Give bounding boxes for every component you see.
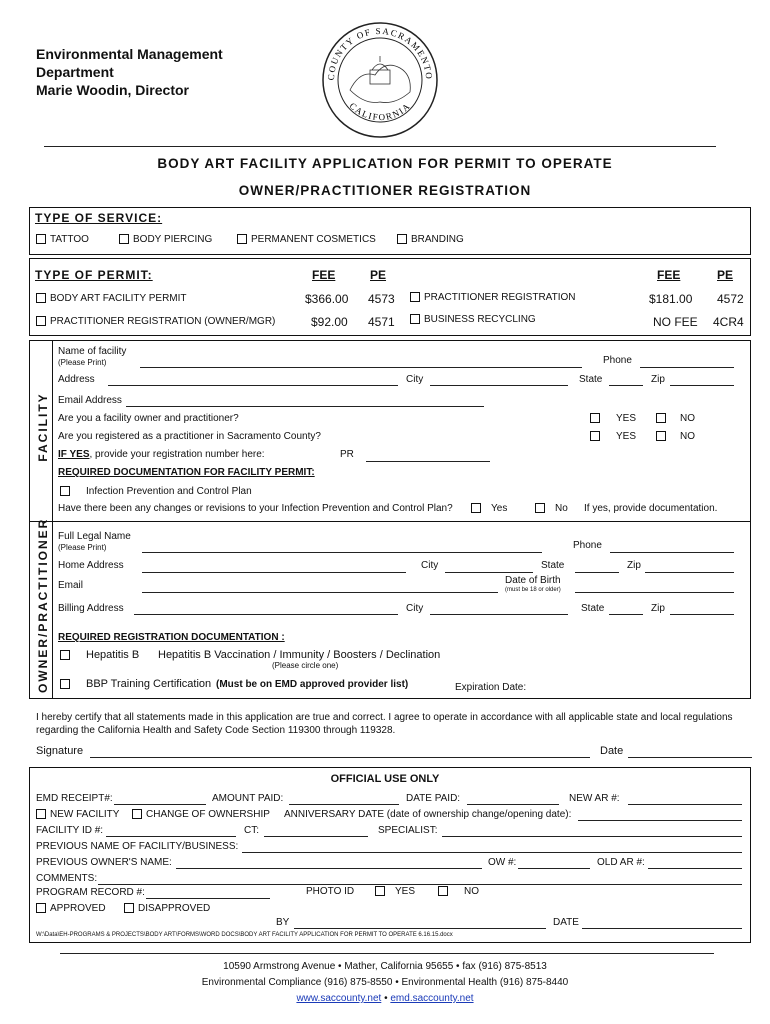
fee-header: FEE [312, 268, 336, 282]
permit-practitioner-owner[interactable] [36, 316, 275, 327]
home-address-label: Home Address [58, 560, 124, 571]
ct-label: CT: [244, 825, 259, 836]
home-zip-field[interactable] [645, 572, 734, 573]
registration-number-field[interactable] [366, 461, 490, 462]
billing-address-field[interactable] [134, 614, 398, 615]
official-use-heading: OFFICIAL USE ONLY [330, 773, 440, 785]
owner-section [29, 517, 751, 699]
checkbox-icon[interactable] [36, 234, 46, 244]
previous-name-field[interactable] [242, 852, 742, 853]
facility-required-docs: REQUIRED DOCUMENTATION FOR FACILITY PERMIT: [58, 467, 315, 478]
registered-question: Are you registered as a practitioner in Sacramento County? [58, 431, 321, 442]
checkbox-icon[interactable] [410, 292, 420, 302]
no-label: No [555, 503, 568, 514]
signature-label: Signature [36, 745, 84, 757]
change-ownership-label: CHANGE OF OWNERSHIP [146, 809, 270, 820]
permit-pe: 4573 [368, 292, 395, 306]
amount-paid-field[interactable] [289, 804, 399, 805]
footer-links [0, 993, 770, 1004]
old-ar-label: OLD AR #: [597, 857, 645, 868]
new-ar-label: NEW AR #: [569, 793, 620, 804]
facility-zip-field[interactable] [670, 385, 734, 386]
dob-label: Date of Birth [505, 575, 561, 586]
checkbox-icon[interactable] [119, 234, 129, 244]
svg-text:COUNTY OF SACRAMENTO [326, 26, 434, 81]
program-record-field[interactable] [146, 898, 270, 899]
state-label: State [581, 603, 605, 614]
previous-owner-label: PREVIOUS OWNER'S NAME: [36, 857, 172, 868]
billing-zip-field[interactable] [670, 614, 734, 615]
permit-label: BODY ART FACILITY PERMIT [50, 293, 187, 304]
billing-state-field[interactable] [609, 614, 643, 615]
photo-yes-checkbox[interactable] [375, 886, 415, 897]
zip-label: Zip [651, 603, 665, 614]
comments-field[interactable] [98, 884, 742, 885]
specialist-label: SPECIALIST: [378, 825, 438, 836]
bbp-checkbox[interactable] [60, 678, 211, 690]
checkbox-icon[interactable] [656, 413, 666, 423]
photo-id-label: PHOTO ID [306, 886, 355, 897]
dept-line1: Environmental Management [36, 46, 223, 62]
old-ar-field[interactable] [648, 868, 742, 869]
facility-state-field[interactable] [609, 385, 643, 386]
no-label: NO [680, 413, 695, 424]
previous-owner-field[interactable] [176, 868, 482, 869]
svg-text:CALIFORNIA [348, 101, 413, 123]
ct-field[interactable] [264, 836, 368, 837]
permit-pe: 4CR4 [713, 315, 744, 329]
previous-name-label: PREVIOUS NAME OF FACILITY/BUSINESS: [36, 841, 239, 852]
header-rule [44, 146, 716, 147]
permit-label: BUSINESS RECYCLING [424, 314, 536, 325]
link-separator: • [381, 993, 391, 1004]
permit-facility[interactable] [36, 293, 187, 304]
q2-yes[interactable] [590, 431, 636, 442]
checkbox-icon[interactable] [590, 413, 600, 423]
permit-recycling[interactable] [410, 314, 536, 325]
service-permanent-cosmetics[interactable] [237, 234, 376, 245]
checkbox-icon[interactable] [438, 886, 448, 896]
permit-fee: $366.00 [305, 292, 349, 306]
facility-address-field[interactable] [108, 385, 398, 386]
q1-yes[interactable] [590, 413, 636, 424]
permit-fee: $181.00 [649, 292, 693, 306]
department-name [36, 45, 223, 99]
facility-phone-field[interactable] [640, 367, 734, 368]
yes-label: YES [395, 886, 416, 897]
service-piercing[interactable] [119, 234, 212, 245]
hepb-checkbox[interactable] [60, 649, 139, 661]
official-use-section [29, 767, 751, 943]
seal-bottom-text: CALIFORNIA [347, 100, 413, 123]
home-city-field[interactable] [445, 572, 533, 573]
checkbox-icon[interactable] [36, 903, 46, 913]
checkbox-icon[interactable] [471, 503, 481, 513]
provide-documentation-note: If yes, provide documentation. [584, 503, 718, 514]
anniversary-field[interactable] [578, 820, 742, 821]
dob-field[interactable] [575, 592, 734, 593]
signature-date-field[interactable] [628, 757, 752, 758]
option-label: BODY PIERCING [133, 234, 213, 245]
emd-receipt-field[interactable] [114, 804, 206, 805]
phone-label: Phone [573, 540, 602, 551]
facility-divider [52, 341, 53, 521]
specialist-field[interactable] [442, 836, 742, 837]
dob-note: (must be 18 or older) [505, 587, 561, 593]
date-label: Date [600, 745, 624, 757]
checkbox-icon[interactable] [410, 314, 420, 324]
facility-name-field[interactable] [140, 367, 582, 368]
checkbox-icon[interactable] [237, 234, 247, 244]
new-facility-label: NEW FACILITY [50, 809, 120, 820]
permit-pe: 4571 [368, 315, 395, 329]
changes-question: Have there been any changes or revisions to your Infection Prevention and Control Plan? [58, 503, 453, 514]
new-ar-field[interactable] [628, 804, 742, 805]
q2-no[interactable] [656, 431, 695, 442]
county-seal [320, 20, 440, 140]
permit-fee: NO FEE [653, 315, 698, 329]
owner-divider [52, 522, 53, 698]
zip-label: Zip [627, 560, 641, 571]
checkbox-icon[interactable] [36, 316, 46, 326]
footer-rule [60, 953, 714, 954]
fee-header-right: FEE [657, 268, 681, 282]
by-field[interactable] [294, 928, 546, 929]
checkbox-icon[interactable] [656, 431, 666, 441]
yes-label: YES [616, 413, 637, 424]
owner-practitioner-question: Are you a facility owner and practitioner? [58, 413, 239, 424]
file-path: W:\Data\EH-PROGRAMS & PROJECTS\BODY ART\FORMS\WORD DOCS\BODY ART FACILITY APPLICATION FOR PERMIT TO OPERATE 6.16.15.docx [36, 932, 453, 938]
ow-label: OW #: [488, 857, 517, 868]
city-label: City [406, 603, 424, 614]
checkbox-icon[interactable] [590, 431, 600, 441]
hepb-vaccination-options: Hepatitis B Vaccination / Immunity / Boosters / Declination [158, 649, 441, 661]
approval-date-field[interactable] [582, 928, 742, 929]
facility-email-field[interactable] [126, 406, 484, 407]
email-label: Email [58, 580, 84, 591]
amount-paid-label: AMOUNT PAID: [212, 793, 284, 804]
q1-no[interactable] [656, 413, 695, 424]
owner-side-label: OWNER/PRACTITIONER [36, 517, 50, 693]
emd-receipt-label: EMD RECEIPT#: [36, 793, 113, 804]
certification-statement: I hereby certify that all statements made in this application are true and correct. I agree to operate in accordance with all applicable state and local regulations regarding the California Health and Safety Code Section 119300 through 119328. [36, 712, 733, 736]
anniversary-label: ANNIVERSARY DATE (date of ownership change/opening date): [284, 809, 572, 820]
owner-email-field[interactable] [142, 592, 498, 593]
city-label: City [421, 560, 439, 571]
service-branding[interactable] [397, 234, 464, 245]
no-label: NO [680, 431, 695, 442]
pe-header-right: PE [717, 268, 734, 282]
approved-label: APPROVED [50, 903, 106, 914]
option-label: PERMANENT COSMETICS [251, 234, 376, 245]
option-label: BRANDING [411, 234, 464, 245]
changes-no[interactable] [535, 503, 568, 514]
disapproved-label: DISAPPROVED [138, 903, 211, 914]
pe-header: PE [370, 268, 387, 282]
saccounty-link[interactable]: www.saccounty.net [296, 993, 382, 1004]
please-print: (Please Print) [58, 358, 107, 367]
checkbox-icon[interactable] [132, 809, 142, 819]
address-label: Address [58, 374, 95, 385]
state-label: State [579, 374, 603, 385]
billing-city-field[interactable] [430, 614, 568, 615]
yes-label: Yes [491, 503, 508, 514]
footer-phones: Environmental Compliance (916) 875-8550 • Environmental Health (916) 875-8440 [201, 977, 569, 988]
checkbox-icon[interactable] [397, 234, 407, 244]
signature-field[interactable] [90, 757, 590, 758]
checkbox-icon[interactable] [60, 650, 70, 660]
home-address-field[interactable] [142, 572, 406, 573]
if-yes-label: IF YES [58, 449, 90, 460]
full-name-label: Full Legal Name [58, 531, 131, 542]
circle-one-note: (Please circle one) [272, 661, 339, 670]
date-paid-field[interactable] [467, 804, 559, 805]
footer-address: 10590 Armstrong Avenue • Mather, California 95655 • fax (916) 875-8513 [223, 961, 547, 972]
permit-fee: $92.00 [311, 315, 348, 329]
disapproved-checkbox[interactable] [124, 903, 210, 914]
bbp-label: BBP Training Certification [86, 678, 212, 690]
permit-pe: 4572 [717, 292, 744, 306]
comments-label: COMMENTS: [36, 873, 98, 884]
facility-side-label: FACILITY [36, 392, 50, 462]
date-paid-label: DATE PAID: [406, 793, 461, 804]
emd-link[interactable]: emd.saccounty.net [390, 993, 474, 1004]
changes-yes[interactable] [471, 503, 507, 514]
please-print: (Please Print) [58, 543, 107, 552]
icp-checkbox[interactable] [60, 486, 252, 497]
yes-label: YES [616, 431, 637, 442]
checkbox-icon[interactable] [36, 809, 46, 819]
facility-city-field[interactable] [430, 385, 568, 386]
state-label: State [541, 560, 565, 571]
zip-label: Zip [651, 374, 665, 385]
owner-required-docs: REQUIRED REGISTRATION DOCUMENTATION : [58, 632, 285, 643]
dept-line2: Department [36, 64, 114, 80]
photo-no-checkbox[interactable] [438, 886, 479, 897]
option-label: TATTOO [50, 234, 89, 245]
form-subtitle: OWNER/PRACTITIONER REGISTRATION [238, 183, 532, 198]
billing-address-label: Billing Address [58, 603, 124, 614]
expiration-label: Expiration Date: [455, 682, 527, 693]
bbp-note: (Must be on EMD approved provider list) [216, 679, 409, 690]
permit-label: PRACTITIONER REGISTRATION [424, 292, 576, 303]
checkbox-icon[interactable] [36, 293, 46, 303]
checkbox-icon[interactable] [60, 486, 70, 496]
checkbox-icon[interactable] [60, 679, 70, 689]
service-tattoo[interactable] [36, 234, 89, 245]
permit-practitioner[interactable] [410, 292, 576, 303]
permit-heading: TYPE OF PERMIT: [35, 268, 153, 282]
checkbox-icon[interactable] [535, 503, 545, 513]
permit-label: PRACTITIONER REGISTRATION (OWNER/MGR) [50, 316, 276, 327]
hepb-label: Hepatitis B [86, 649, 140, 661]
checkbox-icon[interactable] [124, 903, 134, 913]
seal-top-text: COUNTY OF SACRAMENTO [325, 25, 435, 81]
home-state-field[interactable] [575, 572, 619, 573]
email-label: Email Address [58, 395, 122, 406]
facility-id-field[interactable] [106, 836, 236, 837]
form-title: BODY ART FACILITY APPLICATION FOR PERMIT TO OPERATE [157, 156, 613, 171]
by-label: BY [276, 917, 290, 928]
icp-label: Infection Prevention and Control Plan [86, 486, 252, 497]
new-facility-checkbox[interactable] [36, 809, 119, 820]
owner-phone-field[interactable] [610, 552, 734, 553]
approval-date-label: DATE [553, 917, 579, 928]
if-yes-rest: , provide your registration number here: [89, 449, 265, 460]
phone-label: Phone [603, 355, 632, 366]
approved-checkbox[interactable] [36, 903, 106, 914]
ow-field[interactable] [518, 868, 590, 869]
service-heading: TYPE OF SERVICE: [35, 211, 163, 225]
pr-label: PR [340, 449, 354, 460]
director-name: Marie Woodin, Director [36, 82, 189, 98]
checkbox-icon[interactable] [375, 886, 385, 896]
change-ownership-checkbox[interactable] [132, 809, 270, 820]
program-record-label: PROGRAM RECORD #: [36, 887, 145, 898]
full-name-field[interactable] [142, 552, 542, 553]
city-label: City [406, 374, 424, 385]
facility-name-label: Name of facility [58, 346, 127, 357]
registration-number-prompt [58, 449, 265, 460]
no-label: NO [464, 886, 479, 897]
facility-id-label: FACILITY ID #: [36, 825, 104, 836]
